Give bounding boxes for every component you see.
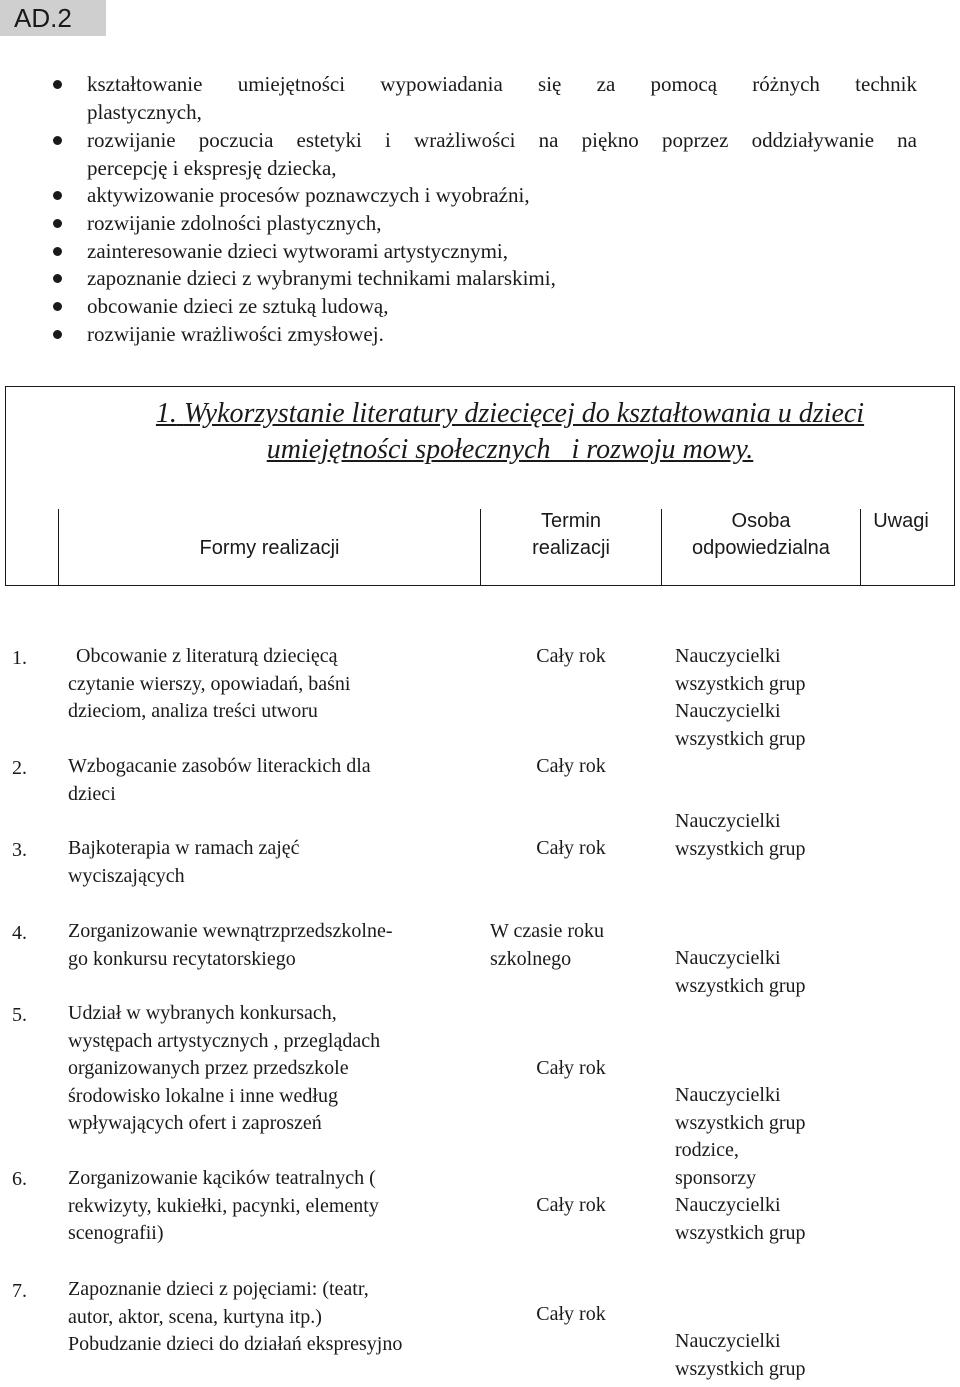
bullet-icon bbox=[53, 302, 62, 311]
document-heading: AD.2 bbox=[0, 0, 106, 36]
row-number: 2. bbox=[12, 757, 27, 779]
row-term: Cały rok bbox=[536, 1194, 606, 1216]
frame-right-border bbox=[954, 386, 955, 586]
row-term: W czasie roku szkolnego bbox=[490, 920, 605, 970]
row-term: Cały rok bbox=[536, 645, 606, 667]
row-person: Nauczycielki wszystkich grup bbox=[675, 810, 806, 860]
header-person: Osoba odpowiedzialna bbox=[692, 510, 830, 559]
header-notes: Uwagi bbox=[873, 510, 929, 532]
row-description: Zapoznanie dzieci z pojęciami: (teatr, autor, aktor, scena, kurtyna itp.) Pobudzanie dzieci do działań ekspresyjno bbox=[68, 1278, 403, 1355]
goal-item: aktywizowanie procesów poznawczych i wyobraźni, bbox=[87, 183, 530, 207]
row-number: 7. bbox=[12, 1280, 27, 1302]
row-description: Bajkoterapia w ramach zajęć wyciszających bbox=[68, 837, 300, 887]
goal-item: rozwijanie poczucia estetyki i wrażliwości na piękno poprzez oddziaływanie na percepcję i ekspresję dziecka, bbox=[87, 128, 917, 180]
row-description: Zorganizowanie wewnątrzprzedszkolne- go konkursu recytatorskiego bbox=[68, 920, 393, 970]
section-title: 1. Wykorzystanie literatury dziecięcej do kształtowania u dzieci umiejętności społecznych i rozwoju mowy. bbox=[155, 398, 865, 465]
row-term: Cały rok bbox=[536, 837, 606, 859]
frame-left-border bbox=[5, 386, 6, 586]
goal-item: rozwijanie wrażliwości zmysłowej. bbox=[87, 322, 384, 346]
header-term: Termin realizacji bbox=[532, 510, 610, 559]
bullet-icon bbox=[53, 136, 62, 145]
row-person: Nauczycielki wszystkich grup bbox=[675, 1330, 806, 1380]
row-description: Wzbogacanie zasobów literackich dla dzieci bbox=[68, 755, 371, 805]
row-person: Nauczycielki wszystkich grup bbox=[675, 1194, 806, 1244]
row-term: Cały rok bbox=[536, 1057, 606, 1079]
frame-top-border bbox=[5, 386, 955, 387]
row-number: 4. bbox=[12, 922, 27, 944]
bullet-icon bbox=[53, 219, 62, 228]
row-number: 6. bbox=[12, 1168, 27, 1190]
bullet-icon bbox=[53, 247, 62, 256]
row-term: Cały rok bbox=[536, 1303, 606, 1325]
row-person: Nauczycielki wszystkich grup Nauczycielki wszystkich grup bbox=[675, 645, 806, 750]
bullet-icon bbox=[53, 80, 62, 89]
row-person: Nauczycielki wszystkich grup rodzice, sponsorzy bbox=[675, 1084, 806, 1189]
bullet-icon bbox=[53, 191, 62, 200]
row-term: Cały rok bbox=[536, 755, 606, 777]
row-description: Udział w wybranych konkursach, występach artystycznych , przeglądach organizowanych przez przedszkole środowisko lokalne i inne według wpływających ofert i zaproszeń bbox=[68, 1002, 381, 1134]
row-number: 5. bbox=[12, 1004, 27, 1026]
goal-item: kształtowanie umiejętności wypowiadania się za pomocą różnych technik plastycznych, bbox=[87, 72, 917, 124]
bullet-icon bbox=[53, 330, 62, 339]
row-description: Zorganizowanie kącików teatralnych ( rekwizyty, kukiełki, pacynki, elementy scenografii) bbox=[68, 1167, 379, 1244]
goal-item: zainteresowanie dzieci wytworami artystycznymi, bbox=[87, 239, 509, 263]
bullet-icon bbox=[53, 274, 62, 283]
header-forms: Formy realizacji bbox=[199, 537, 340, 559]
row-number: 1. bbox=[12, 647, 27, 669]
goal-item: zapoznanie dzieci z wybranymi technikami malarskimi, bbox=[87, 266, 556, 290]
row-description: Obcowanie z literaturą dziecięcą czytanie wierszy, opowiadań, baśni dzieciom, analiza treści utworu bbox=[68, 645, 351, 722]
row-person: Nauczycielki wszystkich grup bbox=[675, 947, 806, 997]
goal-item: rozwijanie zdolności plastycznych, bbox=[87, 211, 382, 235]
goal-item: obcowanie dzieci ze sztuką ludową, bbox=[87, 294, 389, 318]
row-number: 3. bbox=[12, 839, 27, 861]
